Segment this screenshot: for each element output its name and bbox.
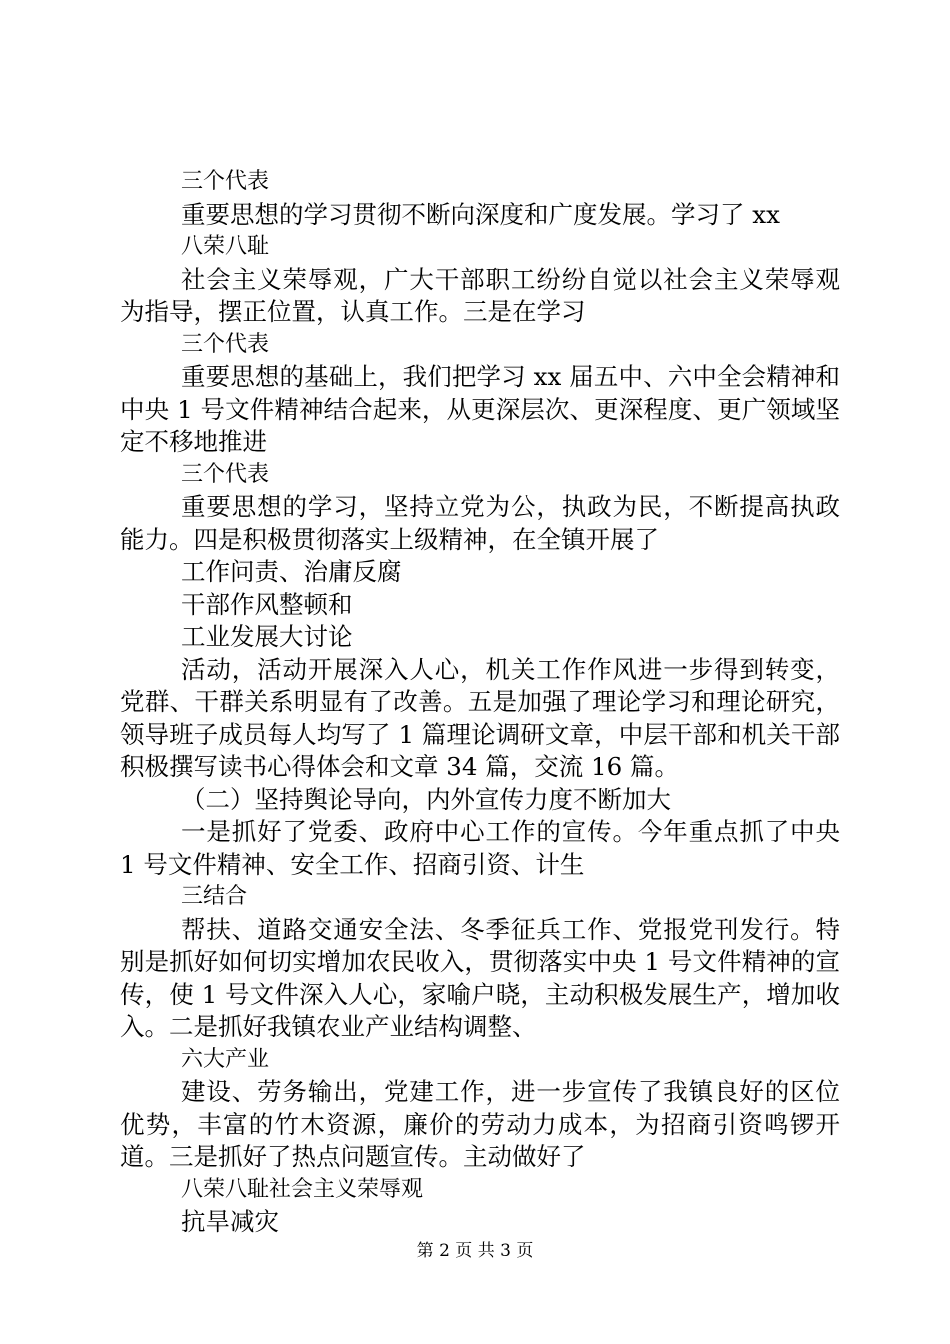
- paragraph-1: 三个代表: [181, 169, 270, 194]
- paragraph-15: 三结合: [181, 884, 248, 909]
- paragraph-4: 社会主义荣辱观，广大干部职工纷纷自觉以社会主义荣辱观为指导，摆正位置，认真工作。三是在学习: [120, 264, 840, 326]
- paragraph-3: 八荣八耻: [181, 234, 270, 259]
- page-footer: 第 2 页 共 3 页: [416, 1241, 534, 1261]
- paragraph-19: 八荣八耻社会主义荣辱观: [181, 1176, 424, 1202]
- paragraph-11: 工业发展大讨论: [181, 622, 353, 651]
- paragraph-16: 帮扶、道路交通安全法、冬季征兵工作、党报党刊发行。特别是抓好如何切实增加农民收入，贯彻落实中央 1 号文件精神的宣传，使 1 号文件深入人心，家喻户晓，主动积极发展生产，增加收入。二是抓好我镇农业产业结构调整、: [120, 914, 840, 1041]
- paragraph-2: 重要思想的学习贯彻不断向深度和广度发展。学习了 xx: [181, 199, 780, 229]
- paragraph-20: 抗旱减灾: [181, 1207, 279, 1236]
- paragraph-17: 六大产业: [181, 1046, 270, 1072]
- paragraph-5: 三个代表: [181, 331, 270, 357]
- section-heading: （二）坚持舆论导向，内外宣传力度不断加大: [181, 784, 671, 814]
- paragraph-9: 工作问责、治庸反腐: [181, 557, 402, 586]
- paragraph-8: 重要思想的学习，坚持立党为公，执政为民，不断提高执政能力。四是积极贯彻落实上级精神，在全镇开展了: [120, 492, 840, 554]
- document-body: [120, 166, 840, 1239]
- paragraph-14: 一是抓好了党委、政府中心工作的宣传。今年重点抓了中央 1 号文件精神、安全工作、招商引资、计生: [120, 817, 840, 879]
- paragraph-6: 重要思想的基础上，我们把学习 xx 届五中、六中全会精神和中央 1 号文件精神结合起来，从更深层次、更深程度、更广领域坚定不移地推进: [120, 362, 840, 456]
- paragraph-10: 干部作风整顿和: [181, 589, 353, 619]
- paragraph-18: 建设、劳务输出，党建工作，进一步宣传了我镇良好的区位优势，丰富的竹木资源，廉价的劳动力成本，为招商引资鸣锣开道。三是抓好了热点问题宣传。主动做好了: [120, 1077, 840, 1171]
- paragraph-7: 三个代表: [181, 461, 270, 487]
- paragraph-12: 活动，活动开展深入人心，机关工作作风进一步得到转变，党群、干群关系明显有了改善。五是加强了理论学习和理论研究，领导班子成员每人均写了 1 篇理论调研文章，中层干部和机关干部积极撰写读书心得体会和文章 34 篇，交流 16 篇。: [120, 654, 840, 781]
